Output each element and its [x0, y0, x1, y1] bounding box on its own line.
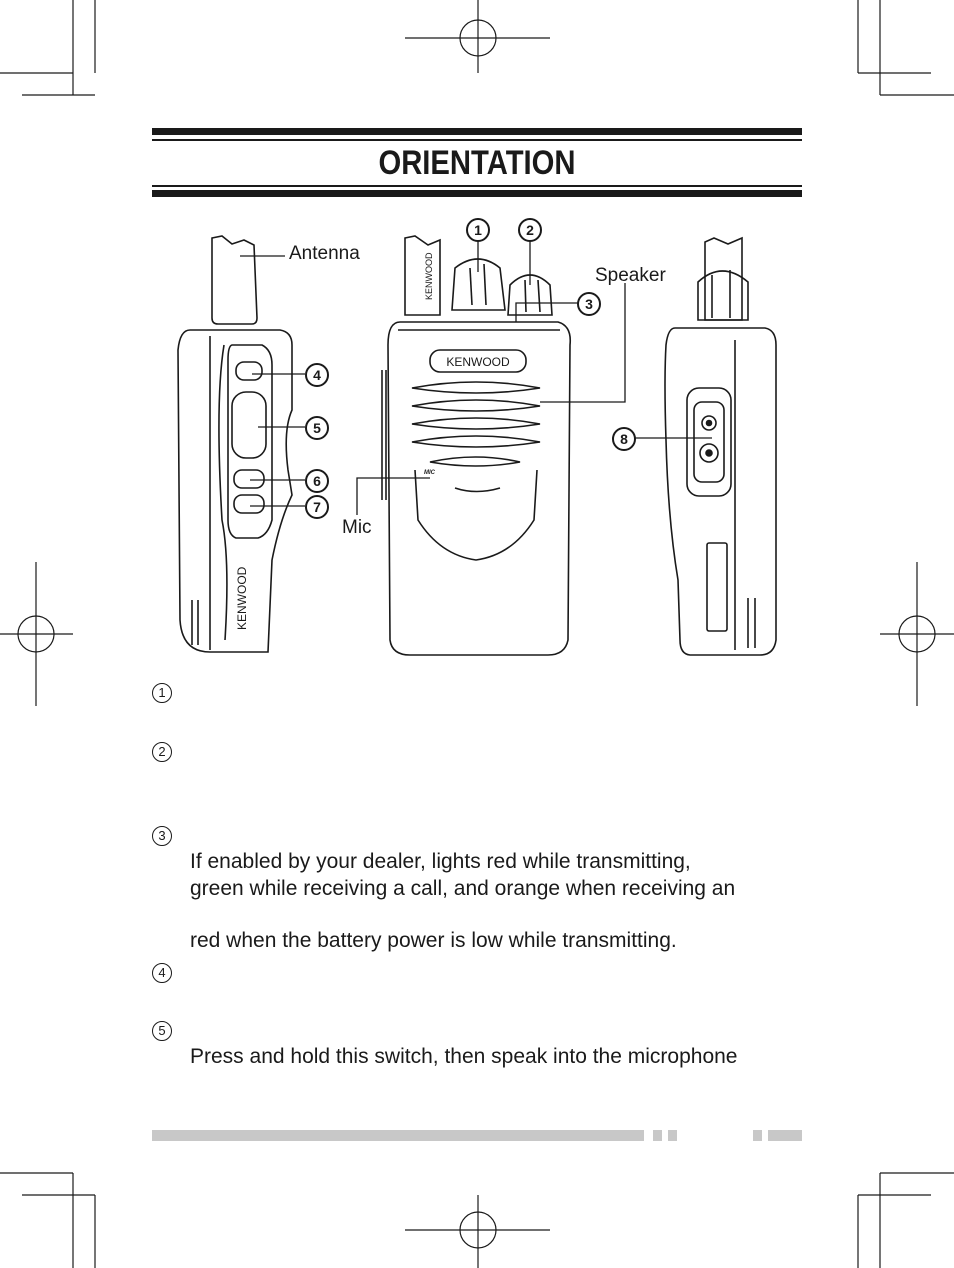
- callout-1: 1: [466, 218, 490, 242]
- front-view: [382, 236, 570, 655]
- item-5-number: 5: [152, 1021, 172, 1041]
- callout-4: 4: [305, 363, 329, 387]
- item-3-line-3: red when the battery power is low while transmitting.: [190, 929, 677, 952]
- item-1-number: 1: [152, 683, 172, 703]
- callout-3: 3: [577, 292, 601, 316]
- item-5-line-1: Press and hold this switch, then speak into the microphone: [190, 1045, 738, 1068]
- callout-8: 8: [612, 427, 636, 451]
- front-brand-badge: KENWOOD: [446, 355, 510, 369]
- mic-mark: MIC: [424, 470, 435, 476]
- item-2-number: 2: [152, 742, 172, 762]
- item-3-number: 3: [152, 826, 172, 846]
- footer-bar-main: [152, 1130, 644, 1141]
- page-title: ORIENTATION: [378, 144, 576, 182]
- footer-bar-seg-4: [768, 1130, 802, 1141]
- right-side-view: [665, 238, 776, 655]
- footer-bar-seg-1: [653, 1130, 662, 1141]
- mic-label: Mic: [342, 517, 372, 538]
- footer-bar-seg-3: [753, 1130, 762, 1141]
- callout-5: 5: [305, 416, 329, 440]
- callout-7: 7: [305, 495, 329, 519]
- item-3-line-1: If enabled by your dealer, lights red while transmitting,: [190, 850, 691, 873]
- side-brand-mark: KENWOOD: [235, 566, 249, 630]
- footer-bar-seg-2: [668, 1130, 677, 1141]
- item-4-number: 4: [152, 963, 172, 983]
- callout-6: 6: [305, 469, 329, 493]
- antenna-brand-mark: KENWOOD: [424, 252, 434, 300]
- item-3-line-2: green while receiving a call, and orange when receiving an: [190, 877, 736, 900]
- callout-2: 2: [518, 218, 542, 242]
- speaker-label: Speaker: [595, 265, 666, 286]
- antenna-label: Antenna: [289, 243, 360, 264]
